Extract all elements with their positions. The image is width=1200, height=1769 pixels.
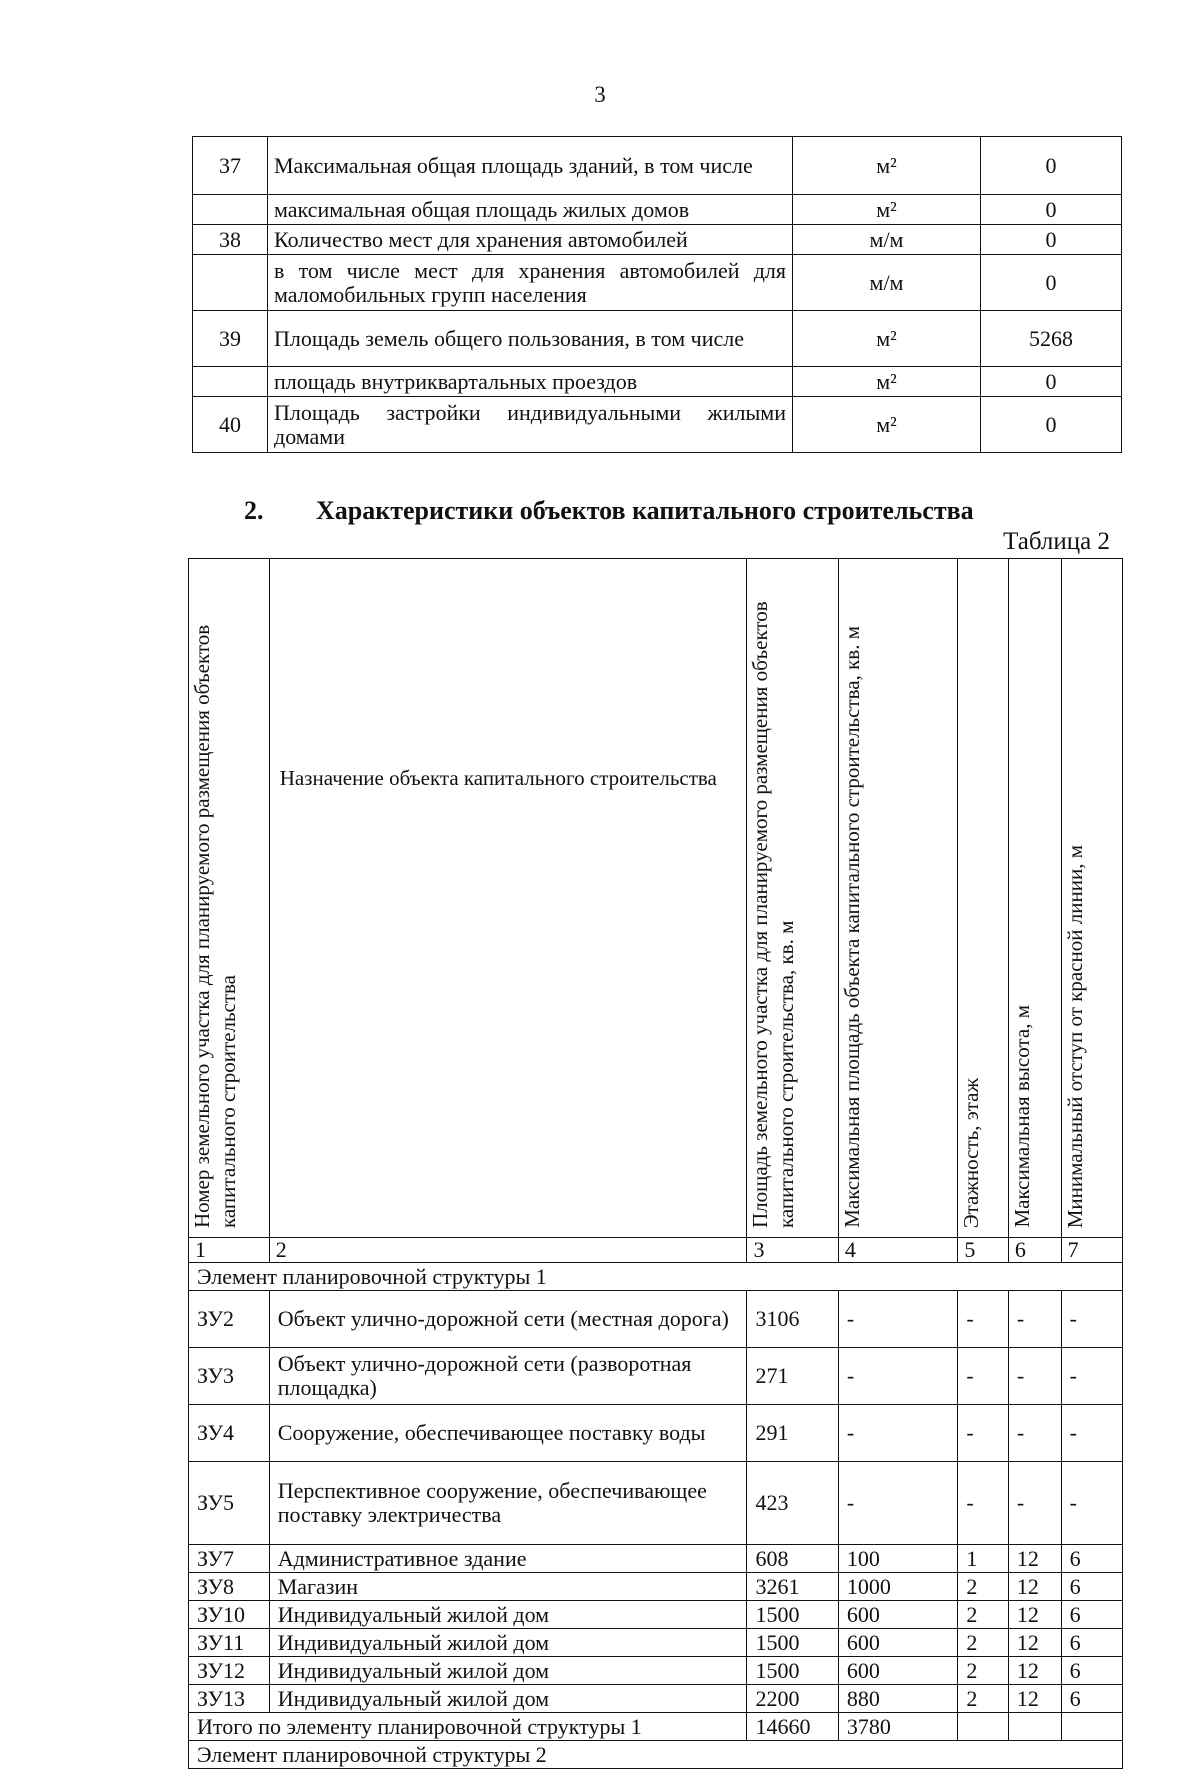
plot-purpose: Сооружение, обеспечивающее поставку воды <box>269 1405 747 1462</box>
table-row <box>193 195 1122 225</box>
table-row <box>189 1462 1123 1545</box>
table-row <box>189 1291 1123 1348</box>
plot-floors: - <box>958 1462 1009 1545</box>
row-value: 0 <box>981 137 1122 195</box>
plot-setback: - <box>1061 1348 1122 1405</box>
plot-purpose: Индивидуальный жилой дом <box>269 1629 747 1657</box>
plot-purpose: Объект улично-дорожной сети (местная дорога) <box>269 1291 747 1348</box>
plot-id: ЗУ5 <box>189 1462 270 1545</box>
row-unit: м² <box>793 311 981 367</box>
plot-floors: - <box>958 1291 1009 1348</box>
row-unit: м² <box>793 137 981 195</box>
column-header: Назначение объекта капитального строительства <box>269 559 747 1238</box>
plot-id: ЗУ4 <box>189 1405 270 1462</box>
table-row <box>189 1573 1123 1601</box>
plot-setback: 6 <box>1061 1573 1122 1601</box>
plot-area: 1500 <box>747 1657 838 1685</box>
row-unit: м² <box>793 367 981 397</box>
plot-max-area: 1000 <box>838 1573 957 1601</box>
plot-setback: - <box>1061 1462 1122 1545</box>
column-number: 2 <box>269 1238 747 1263</box>
row-number <box>193 255 268 311</box>
element-row <box>189 1741 1123 1769</box>
plot-id: ЗУ10 <box>189 1601 270 1629</box>
plot-purpose: Индивидуальный жилой дом <box>269 1601 747 1629</box>
row-unit: м² <box>793 397 981 453</box>
row-name: в том числе мест для хранения автомобилей для маломобильных групп населения <box>268 255 793 311</box>
section-title: Характеристики объектов капитального строительства <box>316 496 974 525</box>
plot-max-area: - <box>838 1462 957 1545</box>
column-header: Минимальный отступ от красной линии, м <box>1061 559 1122 1238</box>
total-label: Итого по элементу планировочной структуры 1 <box>189 1713 747 1741</box>
column-number: 7 <box>1061 1238 1122 1263</box>
plot-floors: 2 <box>958 1573 1009 1601</box>
table-row <box>193 397 1122 453</box>
empty-cell <box>1008 1713 1061 1741</box>
plot-floors: 1 <box>958 1545 1009 1573</box>
plot-setback: 6 <box>1061 1601 1122 1629</box>
plot-floors: - <box>958 1348 1009 1405</box>
plot-area: 3106 <box>747 1291 838 1348</box>
plot-id: ЗУ7 <box>189 1545 270 1573</box>
plot-area: 423 <box>747 1462 838 1545</box>
plot-purpose: Индивидуальный жилой дом <box>269 1685 747 1713</box>
plot-setback: - <box>1061 1405 1122 1462</box>
empty-cell <box>1061 1713 1122 1741</box>
row-name: площадь внутриквартальных проездов <box>268 367 793 397</box>
plot-height: 12 <box>1008 1685 1061 1713</box>
table-row <box>189 1685 1123 1713</box>
plot-height: - <box>1008 1291 1061 1348</box>
plot-max-area: 600 <box>838 1629 957 1657</box>
plot-floors: 2 <box>958 1657 1009 1685</box>
plot-floors: 2 <box>958 1685 1009 1713</box>
page-number: 3 <box>594 82 606 107</box>
plot-setback: 6 <box>1061 1685 1122 1713</box>
row-unit: м² <box>793 195 981 225</box>
section-heading <box>244 496 974 526</box>
row-value: 0 <box>981 225 1122 255</box>
plot-purpose: Административное здание <box>269 1545 747 1573</box>
plot-purpose: Перспективное сооружение, обеспечивающее поставку электричества <box>269 1462 747 1545</box>
column-header: Максимальная высота, м <box>1008 559 1061 1238</box>
plot-height: - <box>1008 1462 1061 1545</box>
plot-id: ЗУ8 <box>189 1573 270 1601</box>
plot-id: ЗУ2 <box>189 1291 270 1348</box>
plot-height: 12 <box>1008 1629 1061 1657</box>
column-number: 3 <box>747 1238 838 1263</box>
row-number: 37 <box>193 137 268 195</box>
table-row <box>189 1629 1123 1657</box>
row-number: 39 <box>193 311 268 367</box>
table-row <box>189 1601 1123 1629</box>
column-header: Максимальная площадь объекта капитального строительства, кв. м <box>838 559 957 1238</box>
section-number: 2. <box>244 496 264 525</box>
plot-max-area: - <box>838 1348 957 1405</box>
plot-floors: 2 <box>958 1629 1009 1657</box>
plot-setback: 6 <box>1061 1657 1122 1685</box>
table-caption: Таблица 2 <box>1003 528 1110 555</box>
table-row <box>193 255 1122 311</box>
total-row <box>189 1713 1123 1741</box>
row-value: 0 <box>981 397 1122 453</box>
table-row <box>189 1545 1123 1573</box>
plot-height: 12 <box>1008 1573 1061 1601</box>
plot-area: 1500 <box>747 1629 838 1657</box>
plot-floors: 2 <box>958 1601 1009 1629</box>
plot-height: 12 <box>1008 1545 1061 1573</box>
plot-area: 271 <box>747 1348 838 1405</box>
plot-purpose: Индивидуальный жилой дом <box>269 1657 747 1685</box>
plot-id: ЗУ3 <box>189 1348 270 1405</box>
plot-area: 2200 <box>747 1685 838 1713</box>
plot-max-area: 880 <box>838 1685 957 1713</box>
row-number <box>193 367 268 397</box>
element-row <box>189 1263 1123 1291</box>
plot-area: 1500 <box>747 1601 838 1629</box>
plot-height: 12 <box>1008 1657 1061 1685</box>
row-name: Количество мест для хранения автомобилей <box>268 225 793 255</box>
row-unit: м/м <box>793 225 981 255</box>
plot-setback: - <box>1061 1291 1122 1348</box>
column-header: Площадь земельного участка для планируемого размещения объектов капитального строительства, кв. м <box>747 559 838 1238</box>
plot-floors: - <box>958 1405 1009 1462</box>
plot-height: - <box>1008 1348 1061 1405</box>
row-number: 38 <box>193 225 268 255</box>
row-unit: м/м <box>793 255 981 311</box>
row-name: максимальная общая площадь жилых домов <box>268 195 793 225</box>
row-value: 0 <box>981 195 1122 225</box>
plot-id: ЗУ13 <box>189 1685 270 1713</box>
table-row <box>193 137 1122 195</box>
row-value: 5268 <box>981 311 1122 367</box>
table-row <box>193 311 1122 367</box>
plot-id: ЗУ11 <box>189 1629 270 1657</box>
plot-max-area: - <box>838 1291 957 1348</box>
capital-objects-table <box>188 558 1123 1769</box>
row-name: Площадь земель общего пользования, в том числе <box>268 311 793 367</box>
plot-height: 12 <box>1008 1601 1061 1629</box>
table-row <box>189 1405 1123 1462</box>
plot-setback: 6 <box>1061 1629 1122 1657</box>
column-header: Номер земельного участка для планируемого размещения объектов капитального строительства <box>189 559 270 1238</box>
plot-max-area: - <box>838 1405 957 1462</box>
empty-cell <box>958 1713 1009 1741</box>
column-number: 6 <box>1008 1238 1061 1263</box>
table-row <box>193 225 1122 255</box>
total-max-area: 3780 <box>838 1713 957 1741</box>
plot-id: ЗУ12 <box>189 1657 270 1685</box>
plot-setback: 6 <box>1061 1545 1122 1573</box>
column-number: 5 <box>958 1238 1009 1263</box>
column-header: Этажность, этаж <box>958 559 1009 1238</box>
total-area: 14660 <box>747 1713 838 1741</box>
row-name: Площадь застройки индивидуальными жилыми домами <box>268 397 793 453</box>
row-value: 0 <box>981 367 1122 397</box>
row-number: 40 <box>193 397 268 453</box>
plot-area: 3261 <box>747 1573 838 1601</box>
plot-height: - <box>1008 1405 1061 1462</box>
row-number <box>193 195 268 225</box>
table-header-row <box>189 559 1123 1238</box>
plot-purpose: Магазин <box>269 1573 747 1601</box>
column-number-row <box>189 1238 1123 1263</box>
table-row <box>189 1657 1123 1685</box>
column-number: 1 <box>189 1238 270 1263</box>
element-label: Элемент планировочной структуры 2 <box>189 1741 1123 1769</box>
plot-max-area: 600 <box>838 1657 957 1685</box>
plot-max-area: 100 <box>838 1545 957 1573</box>
plot-area: 291 <box>747 1405 838 1462</box>
plot-purpose: Объект улично-дорожной сети (разворотная площадка) <box>269 1348 747 1405</box>
plot-max-area: 600 <box>838 1601 957 1629</box>
row-value: 0 <box>981 255 1122 311</box>
indicators-table <box>192 136 1122 453</box>
table-row <box>193 367 1122 397</box>
element-label: Элемент планировочной структуры 1 <box>189 1263 1123 1291</box>
column-number: 4 <box>838 1238 957 1263</box>
plot-area: 608 <box>747 1545 838 1573</box>
row-name: Максимальная общая площадь зданий, в том числе <box>268 137 793 195</box>
table-row <box>189 1348 1123 1405</box>
